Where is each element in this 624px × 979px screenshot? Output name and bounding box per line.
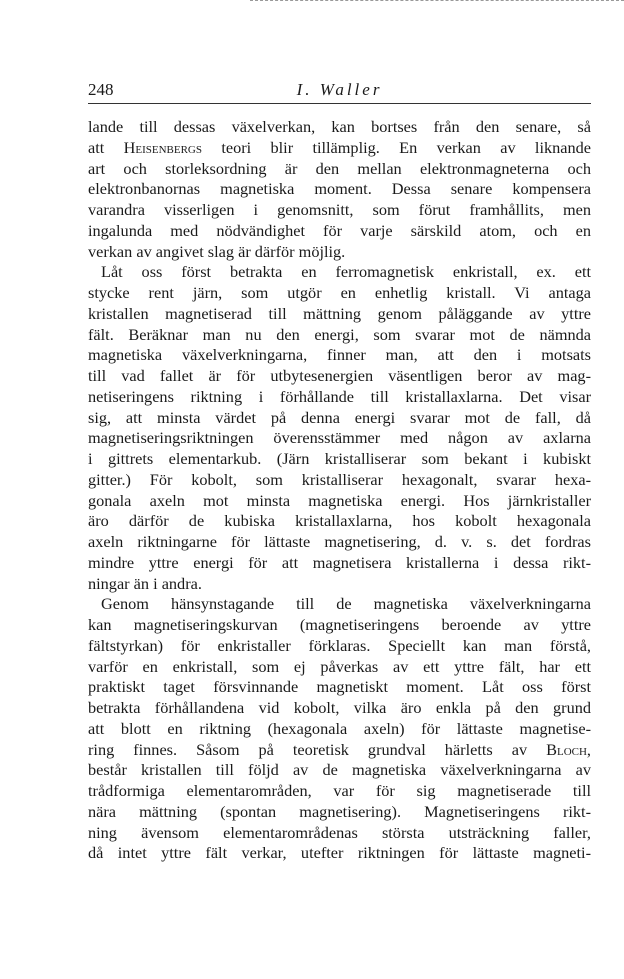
text-line: elektronbanornas magnetiska moment. Dessa senare kompensera xyxy=(88,179,591,199)
text-line: axeln riktningarne för lättaste magnetisering, d. v. s. det fordras xyxy=(88,532,591,551)
text-line: ingalunda med nödvändighet för varje särskild atom, och en xyxy=(88,220,591,240)
text-line: magnetiseringsriktningen överensstämmer med någon av axlarna xyxy=(88,428,591,448)
text-segment: , xyxy=(586,739,591,759)
text-line xyxy=(88,138,591,159)
text-line: kristallen magnetiserad till mättning genom påläggande av yttre xyxy=(88,303,591,323)
text-line: magnetiska växelverkningarna, finner man, att den i motsats xyxy=(88,345,591,365)
text-line: praktiskt taget försvinnande magnetiskt moment. Låt oss först xyxy=(88,677,591,697)
text-line: sig, att minsta värdet på denna energi svarar mot de fall, då xyxy=(88,407,591,427)
small-caps-name: Heisenbergs xyxy=(123,137,202,157)
text-line: att blott en riktning (hexagonala axeln) för lättaste magnetise- xyxy=(88,718,591,738)
text-line: då intet yttre fält verkar, utefter riktningen för lättaste magneti- xyxy=(88,843,591,863)
text-line: till vad fallet är för utbytesenergien väsentligen beror av mag- xyxy=(88,366,591,385)
text-line: äro därför de kubiska kristallaxlarna, hos kobolt hexagonala xyxy=(88,511,591,531)
text-line: art och storleksordning är den mellan elektronmagneterna och xyxy=(88,158,591,178)
text-line: betrakta förhållandena vid kobolt, vilka äro enkla på den grund xyxy=(88,698,591,717)
text-line: nära mättning (spontan magnetisering). Magnetiseringens rikt- xyxy=(88,801,591,821)
text-segment: att xyxy=(88,137,124,157)
scan-edge-line xyxy=(250,0,624,1)
text-line: gitter.) För kobolt, som kristalliserar hexagonalt, svarar hexa- xyxy=(88,469,591,489)
running-title: I. Waller xyxy=(296,80,383,99)
text-segment: teori blir tillämplig. En verkan av liknande xyxy=(202,137,591,157)
header-rule xyxy=(88,103,591,104)
text-line: mindre yttre energi för att magnetisera kristallerna i dessa rikt- xyxy=(88,552,591,572)
text-line: netiseringens riktning i förhållande till kristallaxlarna. Det visar xyxy=(88,386,591,406)
small-caps-name: Bloch xyxy=(546,739,587,759)
text-line: består kristallen till följd av de magnetiska växelverkningarna av xyxy=(88,760,591,780)
text-line: i gittrets elementarkub. (Järn kristalliserar som bekant i kubiskt xyxy=(88,449,591,468)
text-line: verkan av angivet slag är därför möjlig. xyxy=(88,241,346,261)
text-line: stycke rent järn, som utgör en enhetlig kristall. Vi antaga xyxy=(88,283,591,302)
page-number: 248 xyxy=(88,80,114,99)
text-line: fält. Beräknar man nu den energi, som svarar mot de nämnda xyxy=(88,324,591,344)
body-text xyxy=(88,117,591,864)
text-line: Låt oss först betrakta en ferromagnetisk enkristall, ex. ett xyxy=(101,262,591,282)
text-line: varandra visserligen i genomsnitt, som förut framhållits, men xyxy=(88,200,591,219)
text-line: lande till dessas växelverkan, kan bortses från den senare, så xyxy=(88,117,591,136)
text-line: fältstyrkan) för enkristaller förklaras. Speciellt kan man förstå, xyxy=(88,635,591,655)
page-header xyxy=(88,80,591,102)
text-line: ning ävensom elementarområdenas största utsträckning faller, xyxy=(88,822,591,842)
text-line: varför en enkristall, som ej påverkas av ett yttre fält, har ett xyxy=(88,656,591,676)
text-line: kan magnetiseringskurvan (magnetiseringens beroende av yttre xyxy=(88,615,591,634)
text-line: gonala axeln mot minsta magnetiska energi. Hos järnkristaller xyxy=(88,490,591,510)
text-line xyxy=(88,740,591,761)
text-line: ningar än i andra. xyxy=(88,573,202,593)
text-segment: ring finnes. Såsom på teoretisk grundval härletts av xyxy=(88,739,547,759)
text-line: trådformiga elementarområden, var för sig magnetiserade till xyxy=(88,781,591,800)
text-line: Genom hänsynstagande till de magnetiska växelverkningarna xyxy=(101,594,591,614)
